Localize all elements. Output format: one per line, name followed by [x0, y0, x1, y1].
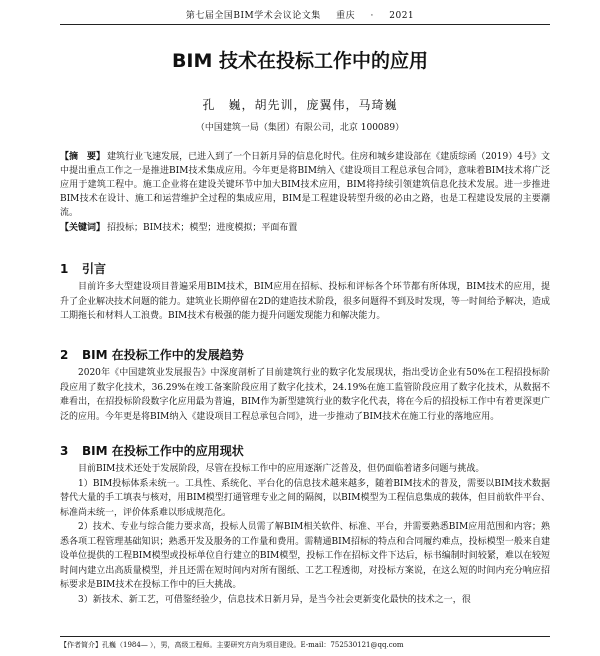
- section-heading-2: [60, 346, 550, 363]
- section-heading-3: [60, 442, 550, 459]
- author-list: 孔 巍，胡先训，庞翼伟，马琦巍: [202, 98, 398, 112]
- paragraph: 2）技术、专业与综合能力要求高，投标人员需了解BIM相关软件、标准、平台，并需要熟悉BIM应用范围和内容；熟悉各项工程管理基础知识；熟悉开发及服务的工作量和费用。需精通BIM招标的特点和合同履约难点，投标模型一般来自建设单位提供的工程BIM模型或投标单位自行建立的BIM模型，投标工作在招标文件下达后，标书编制时间较紧，难以在较短时间内建立出高质量模型，并且还需在短时间内对所有图纸、工艺工程透彻，对投标方案说，在这么短的时间内充分响应招标要求是BIM技术在投标工作中的巨大挑战。: [60, 522, 550, 590]
- paragraph: 目前BIM技术还处于发展阶段，尽管在投标工作中的应用逐渐广泛普及，但仍面临着诸多问题与挑战。: [78, 464, 485, 474]
- author-footnote: 【作者简介】孔巍（1984— ），男，高级工程师。主要研究方向为项目建设。E-mail：752530121@qq.com: [60, 641, 404, 649]
- header-rule: [60, 24, 550, 25]
- section-body-2: [60, 366, 550, 424]
- section-body-1: [60, 280, 550, 324]
- section-number: 3: [60, 444, 69, 458]
- keywords-line: [60, 221, 550, 235]
- conference-name: 第七届全国BIM学术会议论文集: [185, 11, 321, 21]
- running-header: 第七届全国BIM学术会议论文集 重庆 · 2021: [185, 11, 415, 21]
- paper-title: BIM 技术在投标工作中的应用: [171, 50, 429, 72]
- section-number: 1: [60, 262, 69, 276]
- paragraph: 2020年《中国建筑业发展报告》中深度剖析了目前建筑行业的数字化发展现状，指出受访企业有50%在工程招投标阶段应用了数字化技术，36.29%在竣工备案阶段应用了数字化技术，24.19%在施工监管阶段应用了数字化技术，从数据不难看出，在招投标阶段数字化应用最为普遍，BIM作为新型建筑行业的数字化代表，将在今后的招投标工作中有着更深更广泛的应用。今年更是将BIM纳入《建设项目工程总承包合同》，进一步推动了BIM技术在施工行业的落地应用。: [60, 368, 550, 422]
- section-title: BIM 在投标工作中的发展趋势: [82, 348, 244, 362]
- section-title: BIM 在投标工作中的应用现状: [82, 444, 244, 458]
- abstract-paragraph: [60, 150, 550, 220]
- footnote-rule: [60, 636, 550, 637]
- abstract-label: 【摘 要】: [60, 152, 106, 162]
- author-affiliation: （中国建筑一局（集团）有限公司，北京 100089）: [195, 123, 405, 133]
- section-body-3: [60, 462, 550, 607]
- section-heading-1: [60, 260, 550, 277]
- conference-year: 2021: [389, 11, 415, 21]
- keywords-text: 招投标；BIM技术；模型；进度模拟；平面布置: [107, 223, 298, 233]
- abstract-block: [60, 150, 550, 235]
- keywords-label: 【关键词】: [60, 223, 106, 233]
- paragraph: 目前许多大型建设项目普遍采用BIM技术，BIM应用在招标、投标和评标各个环节都有所体现，BIM技术的应用，提升了企业解决技术问题的能力。建筑业长期停留在2D的建造技术阶段，很多问题得不到及时发现，等一时间给予解决，造成工期拖长和材料人工浪费。BIM技术有极强的能力提升问题发现能力和解决能力。: [60, 282, 550, 321]
- abstract-text: 建筑行业飞速发展，已进入到了一个日新月异的信息化时代。住房和城乡建设部在《建质综函（2019）4号》文中提出重点工作之一是推进BIM技术集成应用。今年更是将BIM纳入《建设项目工程总承包合同》，意味着BIM技术将广泛应用于建筑工程中。施工企业将在建设关键环节中加大BIM技术应用，BIM将持续引领建筑信息化技术发展。进一步推进BIM技术在设计、施工和运营维护全过程的集成应用，BIM是工程建设转型升级的必由之路，也是工程建设发展的主要潮流。: [60, 152, 550, 218]
- paragraph: 3）新技术、新工艺，可借鉴经验少，信息技术日新月异，是当今社会更新变化最快的技术之一，很: [78, 594, 471, 605]
- section-title: 引言: [82, 262, 107, 276]
- conference-city: 重庆: [336, 11, 356, 21]
- section-number: 2: [60, 348, 69, 362]
- paragraph: 1）BIM投标体系未统一。工具性、系统化、平台化的信息技术越来越多，随着BIM技术的普及，需要以BIM技术数据替代大量的手工填表与核对，用BIM模型打通管理专业之间的隔阂，以BIM模型为工程信息集成的载体，但目前软件平台、标准尚未统一，评价体系难以形成规范化。: [60, 478, 550, 518]
